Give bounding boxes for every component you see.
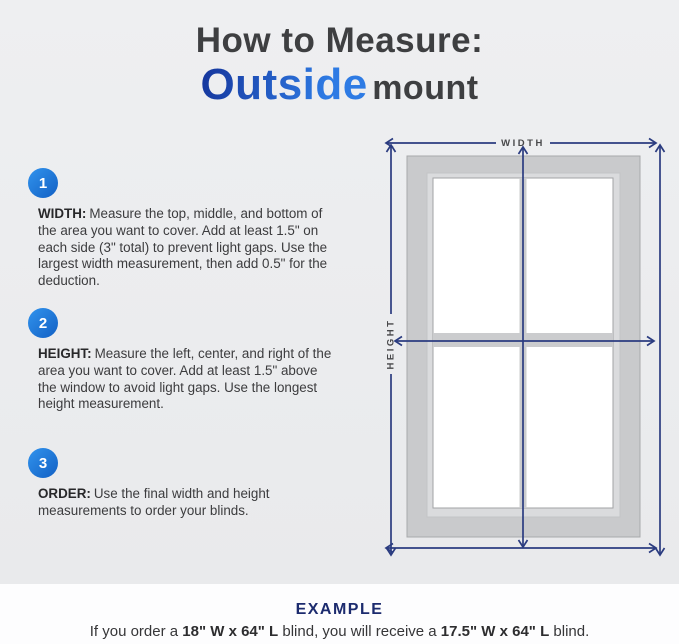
page-title — [0, 22, 679, 108]
example-ordered-size: 18" W x 64" L — [182, 623, 279, 640]
step-1-text — [38, 206, 338, 290]
step-2-label: HEIGHT: — [38, 346, 92, 361]
step-1-badge: 1 — [28, 168, 58, 198]
example-sentence — [0, 623, 679, 640]
height-arrow-right — [656, 145, 665, 555]
example-heading: EXAMPLE — [295, 601, 384, 618]
width-label: WIDTH — [501, 138, 545, 150]
step-2-body: Measure the left, center, and right of the area you want to cover. Add at least 1.5" above the window to avoid light gaps. Use the longest height measurement. — [38, 346, 332, 412]
example-middle: blind, you will receive a — [278, 623, 441, 640]
step-3-badge: 3 — [28, 448, 58, 478]
window-diagram — [375, 128, 675, 568]
title-line1: How to Measure: — [195, 21, 484, 60]
title-line2 — [0, 59, 679, 109]
example-suffix: blind. — [549, 623, 590, 640]
step-1-label: WIDTH: — [38, 206, 87, 221]
step-3-label: ORDER: — [38, 486, 91, 501]
example-prefix: If you order a — [89, 623, 183, 640]
title-highlight-outside: Outside — [200, 59, 368, 109]
step-3-text — [38, 486, 338, 520]
example-received-size: 17.5" W x 64" L — [440, 623, 550, 640]
step-3-body: Use the final width and height measurements to order your blinds. — [38, 486, 270, 518]
step-2-badge: 2 — [28, 308, 58, 338]
step-1-body: Measure the top, middle, and bottom of the area you want to cover. Add at least 1.5" on each side (3" total) to prevent light gaps. Use the largest width measurement, then add 0.5" for the deduction. — [38, 206, 328, 289]
height-label: HEIGHT — [385, 318, 397, 370]
title-suffix-mount: mount — [372, 68, 479, 107]
step-2-text — [38, 346, 338, 413]
